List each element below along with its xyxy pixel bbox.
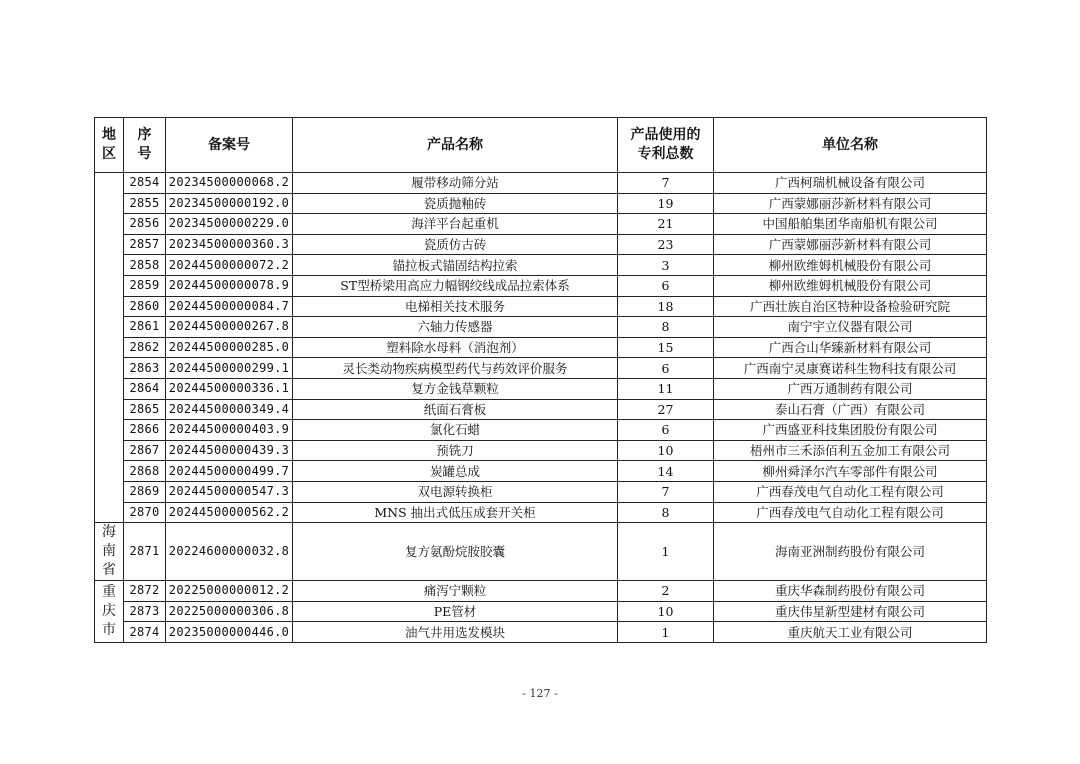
patent-count-cell: 8 <box>618 502 714 523</box>
record-no-cell: 20224600000032.8 <box>166 523 293 581</box>
company-cell: 广西蒙娜丽莎新材料有限公司 <box>714 234 987 255</box>
seq-cell: 2855 <box>124 193 166 214</box>
header-seq: 序 号 <box>124 118 166 173</box>
patent-count-cell: 15 <box>618 337 714 358</box>
product-name-cell: 痛泻宁颗粒 <box>293 581 618 602</box>
region-cell: 重 庆 市 <box>95 581 124 643</box>
record-no-cell: 20225000000306.8 <box>166 601 293 622</box>
patent-count-cell: 6 <box>618 420 714 441</box>
record-no-cell: 20244500000547.3 <box>166 481 293 502</box>
product-name-cell: 瓷质仿古砖 <box>293 234 618 255</box>
product-name-cell: 瓷质抛釉砖 <box>293 193 618 214</box>
patent-count-cell: 2 <box>618 581 714 602</box>
record-no-cell: 20244500000267.8 <box>166 317 293 338</box>
product-name-cell: 炭罐总成 <box>293 461 618 482</box>
product-name-cell: 电梯相关技术服务 <box>293 296 618 317</box>
table-row <box>95 378 987 399</box>
patent-count-cell: 8 <box>618 317 714 338</box>
company-cell: 广西万通制药有限公司 <box>714 378 987 399</box>
table-row <box>95 622 987 643</box>
seq-cell: 2869 <box>124 481 166 502</box>
product-name-cell: 履带移动筛分站 <box>293 173 618 194</box>
patent-record-table <box>94 117 987 643</box>
table-row <box>95 523 987 581</box>
table-row <box>95 581 987 602</box>
product-name-cell: 预铣刀 <box>293 440 618 461</box>
record-no-cell: 20225000000012.2 <box>166 581 293 602</box>
product-name-cell: 双电源转换柜 <box>293 481 618 502</box>
record-no-cell: 20244500000078.9 <box>166 275 293 296</box>
company-cell: 海南亚洲制药股份有限公司 <box>714 523 987 581</box>
header-record-no: 备案号 <box>166 118 293 173</box>
seq-cell: 2856 <box>124 214 166 235</box>
table-row <box>95 461 987 482</box>
record-no-cell: 20244500000439.3 <box>166 440 293 461</box>
table-row <box>95 234 987 255</box>
company-cell: 中国船舶集团华南船机有限公司 <box>714 214 987 235</box>
table-row <box>95 420 987 441</box>
table-row <box>95 502 987 523</box>
record-no-cell: 20235000000446.0 <box>166 622 293 643</box>
product-name-cell: 海洋平台起重机 <box>293 214 618 235</box>
company-cell: 泰山石膏（广西）有限公司 <box>714 399 987 420</box>
patent-count-cell: 1 <box>618 523 714 581</box>
seq-cell: 2873 <box>124 601 166 622</box>
company-cell: 重庆华森制药股份有限公司 <box>714 581 987 602</box>
patent-count-cell: 18 <box>618 296 714 317</box>
seq-cell: 2858 <box>124 255 166 276</box>
company-cell: 柳州欧维姆机械股份有限公司 <box>714 275 987 296</box>
record-no-cell: 20244500000084.7 <box>166 296 293 317</box>
patent-count-cell: 21 <box>618 214 714 235</box>
record-no-cell: 20244500000336.1 <box>166 378 293 399</box>
seq-cell: 2854 <box>124 173 166 194</box>
record-no-cell: 20234500000229.0 <box>166 214 293 235</box>
company-cell: 柳州欧维姆机械股份有限公司 <box>714 255 987 276</box>
company-cell: 广西壮族自治区特种设备检验研究院 <box>714 296 987 317</box>
table-row <box>95 399 987 420</box>
region-cell: 海 南 省 <box>95 523 124 581</box>
table-row <box>95 440 987 461</box>
table-row <box>95 317 987 338</box>
record-no-cell: 20244500000562.2 <box>166 502 293 523</box>
company-cell: 重庆伟星新型建材有限公司 <box>714 601 987 622</box>
table-row <box>95 173 987 194</box>
header-product-name: 产品名称 <box>293 118 618 173</box>
product-name-cell: PE管材 <box>293 601 618 622</box>
patent-count-cell: 6 <box>618 358 714 379</box>
company-cell: 广西盛亚科技集团股份有限公司 <box>714 420 987 441</box>
patent-count-cell: 14 <box>618 461 714 482</box>
table-row <box>95 296 987 317</box>
seq-cell: 2861 <box>124 317 166 338</box>
product-name-cell: ST型桥梁用高应力幅钢绞线成品拉索体系 <box>293 275 618 296</box>
seq-cell: 2859 <box>124 275 166 296</box>
header-region: 地 区 <box>95 118 124 173</box>
product-name-cell: 纸面石膏板 <box>293 399 618 420</box>
record-no-cell: 20244500000349.4 <box>166 399 293 420</box>
table-body <box>95 173 987 643</box>
product-name-cell: 锚拉板式锚固结构拉索 <box>293 255 618 276</box>
company-cell: 广西蒙娜丽莎新材料有限公司 <box>714 193 987 214</box>
product-name-cell: 油气井用选发模块 <box>293 622 618 643</box>
header-company: 单位名称 <box>714 118 987 173</box>
record-no-cell: 20234500000192.0 <box>166 193 293 214</box>
seq-cell: 2868 <box>124 461 166 482</box>
table-row <box>95 337 987 358</box>
header-patent-count: 产品使用的 专利总数 <box>618 118 714 173</box>
patent-count-cell: 6 <box>618 275 714 296</box>
company-cell: 柳州舜泽尔汽车零部件有限公司 <box>714 461 987 482</box>
record-no-cell: 20244500000299.1 <box>166 358 293 379</box>
patent-count-cell: 19 <box>618 193 714 214</box>
seq-cell: 2866 <box>124 420 166 441</box>
company-cell: 梧州市三禾添佰利五金加工有限公司 <box>714 440 987 461</box>
patent-count-cell: 23 <box>618 234 714 255</box>
seq-cell: 2872 <box>124 581 166 602</box>
company-cell: 广西春茂电气自动化工程有限公司 <box>714 502 987 523</box>
patent-count-cell: 27 <box>618 399 714 420</box>
record-no-cell: 20244500000285.0 <box>166 337 293 358</box>
product-name-cell: 复方氨酚烷胺胶囊 <box>293 523 618 581</box>
seq-cell: 2865 <box>124 399 166 420</box>
seq-cell: 2871 <box>124 523 166 581</box>
record-no-cell: 20244500000403.9 <box>166 420 293 441</box>
region-cell <box>95 173 124 523</box>
patent-count-cell: 1 <box>618 622 714 643</box>
product-name-cell: 氯化石蜡 <box>293 420 618 441</box>
seq-cell: 2862 <box>124 337 166 358</box>
page-number: - 127 - <box>522 687 558 700</box>
patent-count-cell: 11 <box>618 378 714 399</box>
company-cell: 广西柯瑞机械设备有限公司 <box>714 173 987 194</box>
seq-cell: 2864 <box>124 378 166 399</box>
seq-cell: 2874 <box>124 622 166 643</box>
product-name-cell: 灵长类动物疾病模型药代与药效评价服务 <box>293 358 618 379</box>
patent-count-cell: 7 <box>618 481 714 502</box>
product-name-cell: 六轴力传感器 <box>293 317 618 338</box>
record-no-cell: 20244500000072.2 <box>166 255 293 276</box>
table-row <box>95 275 987 296</box>
record-no-cell: 20234500000068.2 <box>166 173 293 194</box>
table-row <box>95 255 987 276</box>
record-no-cell: 20244500000499.7 <box>166 461 293 482</box>
patent-count-cell: 7 <box>618 173 714 194</box>
table-row <box>95 601 987 622</box>
company-cell: 广西春茂电气自动化工程有限公司 <box>714 481 987 502</box>
company-cell: 广西南宁灵康赛诺科生物科技有限公司 <box>714 358 987 379</box>
patent-count-cell: 10 <box>618 440 714 461</box>
product-name-cell: 塑料除水母料（消泡剂） <box>293 337 618 358</box>
seq-cell: 2857 <box>124 234 166 255</box>
table-row <box>95 193 987 214</box>
seq-cell: 2863 <box>124 358 166 379</box>
table-header-row <box>95 118 987 173</box>
table-row <box>95 358 987 379</box>
company-cell: 广西合山华臻新材料有限公司 <box>714 337 987 358</box>
table-row <box>95 481 987 502</box>
company-cell: 南宁宇立仪器有限公司 <box>714 317 987 338</box>
patent-count-cell: 10 <box>618 601 714 622</box>
company-cell: 重庆航天工业有限公司 <box>714 622 987 643</box>
seq-cell: 2860 <box>124 296 166 317</box>
seq-cell: 2870 <box>124 502 166 523</box>
record-no-cell: 20234500000360.3 <box>166 234 293 255</box>
patent-count-cell: 3 <box>618 255 714 276</box>
seq-cell: 2867 <box>124 440 166 461</box>
product-name-cell: 复方金钱草颗粒 <box>293 378 618 399</box>
table-row <box>95 214 987 235</box>
product-name-cell: MNS 抽出式低压成套开关柜 <box>293 502 618 523</box>
